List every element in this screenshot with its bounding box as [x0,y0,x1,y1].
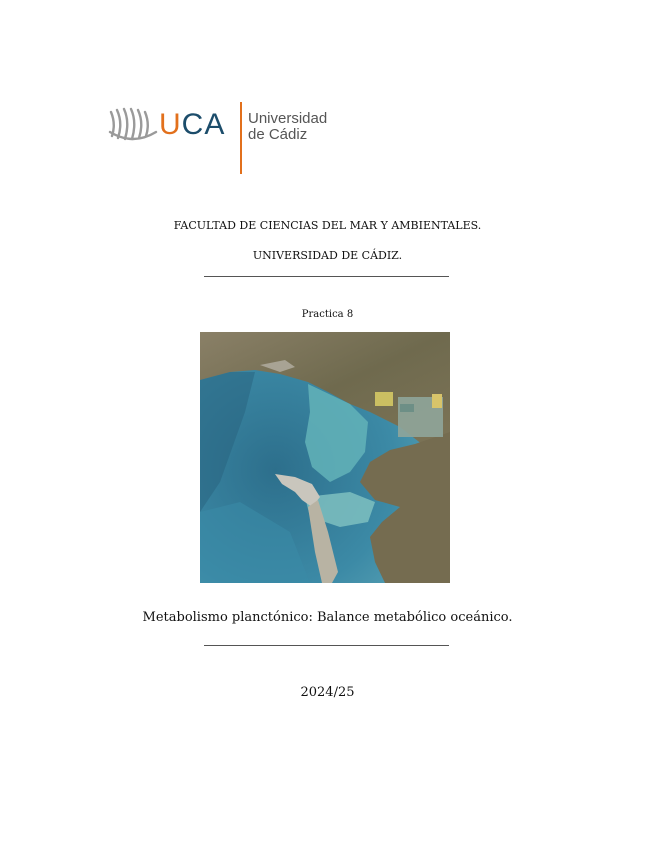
document-title: Metabolismo planctónico: Balance metabólico oceánico. [142,610,513,625]
university-name-line1: Universidad [248,110,328,127]
university-name [248,111,327,143]
cover-satellite-image [200,332,450,583]
top-divider [204,276,449,277]
university-heading: UNIVERSIDAD DE CÁDIZ. [252,249,403,262]
satellite-image-icon [200,332,450,583]
faculty-heading: FACULTAD DE CIENCIAS DEL MAR Y AMBIENTALES. [173,219,482,232]
practice-label: Practica 8 [301,309,354,320]
uca-letter-u: U [159,108,182,141]
uca-letters-ca: CA [181,108,226,141]
uca-logo [108,102,338,178]
academic-year: 2024/25 [300,685,355,700]
uca-wave-emblem-icon [108,106,158,146]
uca-acronym [159,108,225,142]
university-name-line2: de Cádiz [248,126,308,143]
bottom-divider [204,645,449,646]
logo-divider [240,102,242,174]
